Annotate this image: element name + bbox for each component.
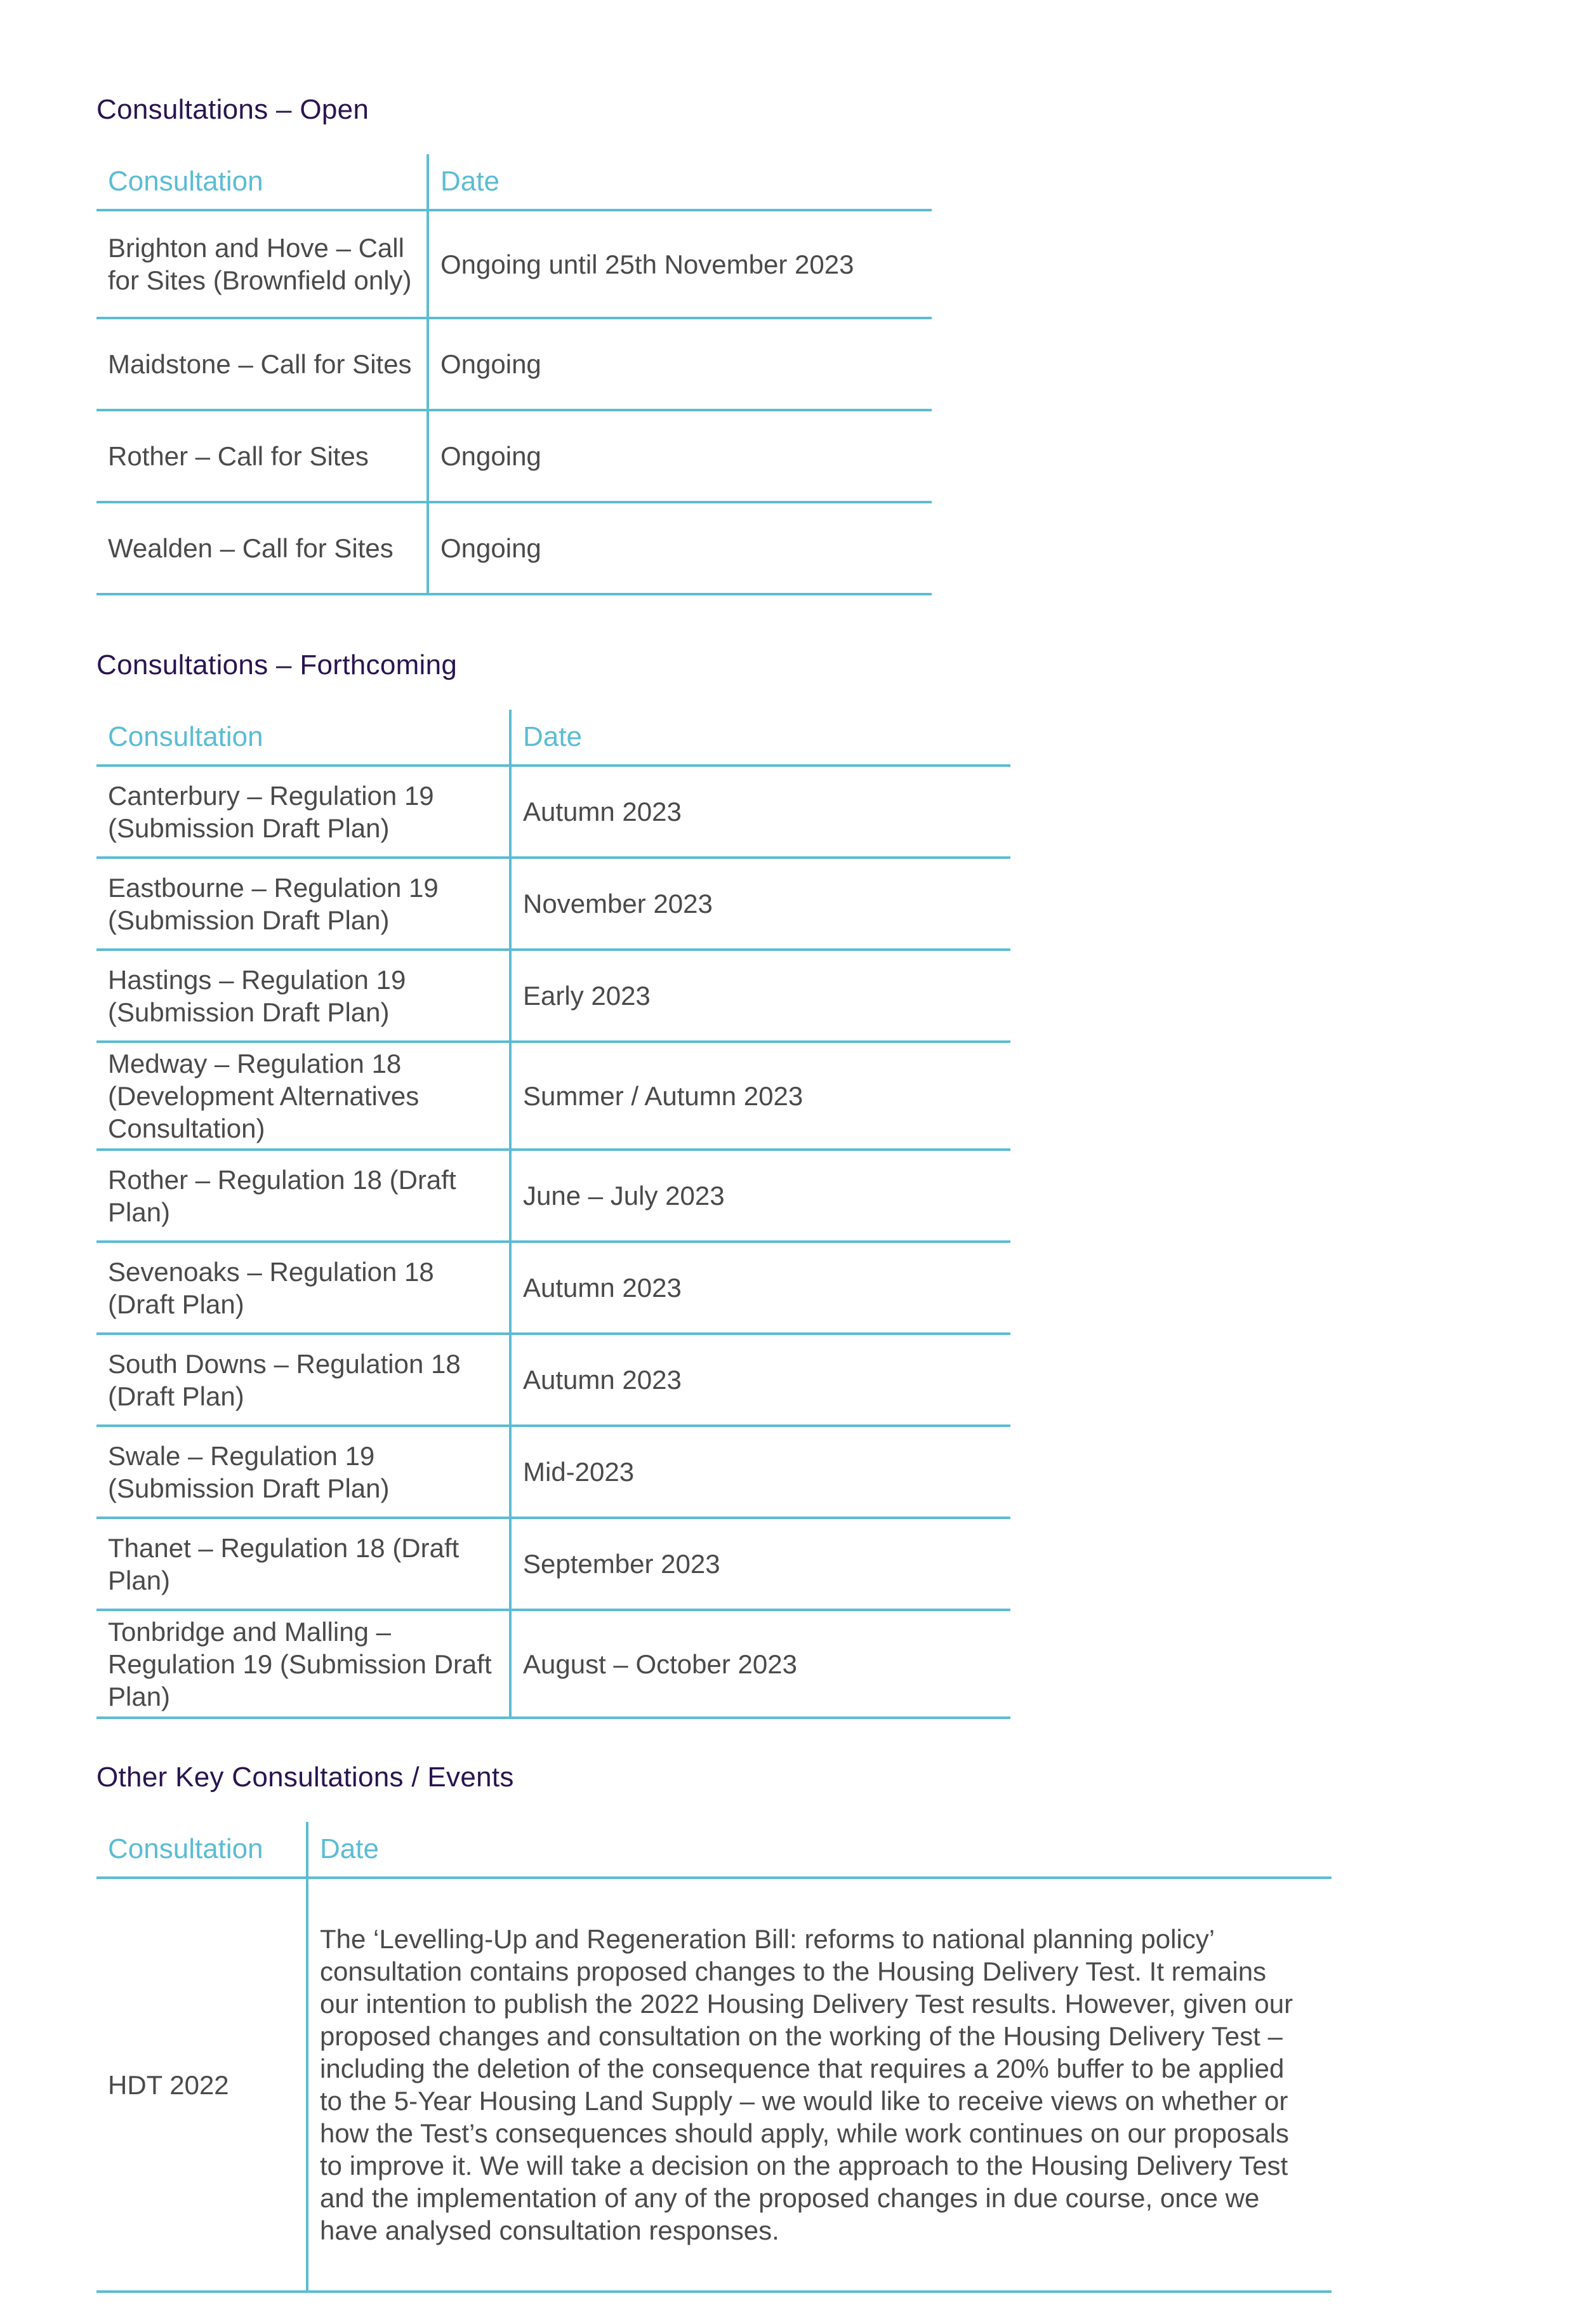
- column-header-consultation: Consultation: [96, 1822, 307, 1878]
- table-row: [96, 1426, 1010, 1518]
- date-cell: Ongoing: [428, 318, 932, 410]
- table-row: [96, 1042, 1010, 1150]
- column-header-date: Date: [510, 710, 1010, 766]
- forthcoming-consultations-section: [96, 647, 1010, 1719]
- consultation-cell: Canterbury – Regulation 19 (Submission Draft Plan): [96, 766, 510, 858]
- column-header-consultation: Consultation: [96, 710, 510, 766]
- consultation-cell: Wealden – Call for Sites: [96, 502, 428, 594]
- date-cell: June – July 2023: [510, 1150, 1010, 1242]
- date-cell: September 2023: [510, 1518, 1010, 1610]
- column-header-date: Date: [428, 154, 932, 210]
- other-consultations-section: [96, 1760, 1332, 2293]
- table-row: [96, 766, 1010, 858]
- column-header-date: Date: [307, 1822, 1332, 1878]
- date-cell: Ongoing until 25th November 2023: [428, 210, 932, 318]
- consultation-cell: Rother – Call for Sites: [96, 410, 428, 502]
- date-cell: The ‘Levelling-Up and Regeneration Bill: reforms to national planning policy’ consultation contains proposed changes to the Housing Delivery Test. It remains our intention to publish the 2022 Housing Delivery Test results. However, given our proposed changes and consultation on the working of the Housing Delivery Test – including the deletion of the consequence that requires a 20% buffer to be applied to the 5-Year Housing Land Supply – we would like to receive views on whether or how the Test’s consequences should apply, while work continues on our proposals to improve it. We will take a decision on the approach to the Housing Delivery Test and the implementation of any of the proposed changes in due course, once we have analysed consultation responses.: [307, 1878, 1332, 2292]
- consultation-cell: Swale – Regulation 19 (Submission Draft Plan): [96, 1426, 510, 1518]
- consultation-cell: South Downs – Regulation 18 (Draft Plan): [96, 1334, 510, 1426]
- date-cell: Ongoing: [428, 502, 932, 594]
- date-cell: Early 2023: [510, 950, 1010, 1042]
- date-cell: Autumn 2023: [510, 1334, 1010, 1426]
- table-row: [96, 858, 1010, 950]
- table-row: [96, 1518, 1010, 1610]
- date-cell: November 2023: [510, 858, 1010, 950]
- date-cell: August – October 2023: [510, 1610, 1010, 1718]
- consultation-cell: Brighton and Hove – Call for Sites (Brownfield only): [96, 210, 428, 318]
- other-consultations-table: [96, 1822, 1332, 2293]
- table-row: [96, 502, 932, 594]
- date-cell: Autumn 2023: [510, 766, 1010, 858]
- table-row: [96, 1242, 1010, 1334]
- column-header-consultation: Consultation: [96, 154, 428, 210]
- open-consultations-table: [96, 154, 932, 595]
- table-row: [96, 410, 932, 502]
- consultation-cell: Tonbridge and Malling – Regulation 19 (Submission Draft Plan): [96, 1610, 510, 1718]
- table-row: [96, 1150, 1010, 1242]
- consultation-cell: Rother – Regulation 18 (Draft Plan): [96, 1150, 510, 1242]
- forthcoming-consultations-heading: Consultations – Forthcoming: [96, 649, 458, 681]
- consultation-cell: Medway – Regulation 18 (Development Alternatives Consultation): [96, 1042, 510, 1150]
- other-consultations-heading: Other Key Consultations / Events: [96, 1762, 514, 1793]
- date-cell: Mid-2023: [510, 1426, 1010, 1518]
- table-row: [96, 1610, 1010, 1718]
- open-consultations-heading: Consultations – Open: [96, 94, 369, 125]
- table-row: [96, 950, 1010, 1042]
- consultation-cell: Hastings – Regulation 19 (Submission Draft Plan): [96, 950, 510, 1042]
- table-row: [96, 1878, 1332, 2292]
- consultation-cell: Maidstone – Call for Sites: [96, 318, 428, 410]
- open-consultations-section: [96, 92, 932, 595]
- date-cell: Summer / Autumn 2023: [510, 1042, 1010, 1150]
- date-cell: Ongoing: [428, 410, 932, 502]
- date-cell: Autumn 2023: [510, 1242, 1010, 1334]
- consultation-cell: Sevenoaks – Regulation 18 (Draft Plan): [96, 1242, 510, 1334]
- consultation-cell: Eastbourne – Regulation 19 (Submission Draft Plan): [96, 858, 510, 950]
- table-row: [96, 210, 932, 318]
- consultation-cell: Thanet – Regulation 18 (Draft Plan): [96, 1518, 510, 1610]
- table-row: [96, 318, 932, 410]
- forthcoming-consultations-table: [96, 710, 1010, 1719]
- consultation-cell: HDT 2022: [96, 1878, 307, 2292]
- table-row: [96, 1334, 1010, 1426]
